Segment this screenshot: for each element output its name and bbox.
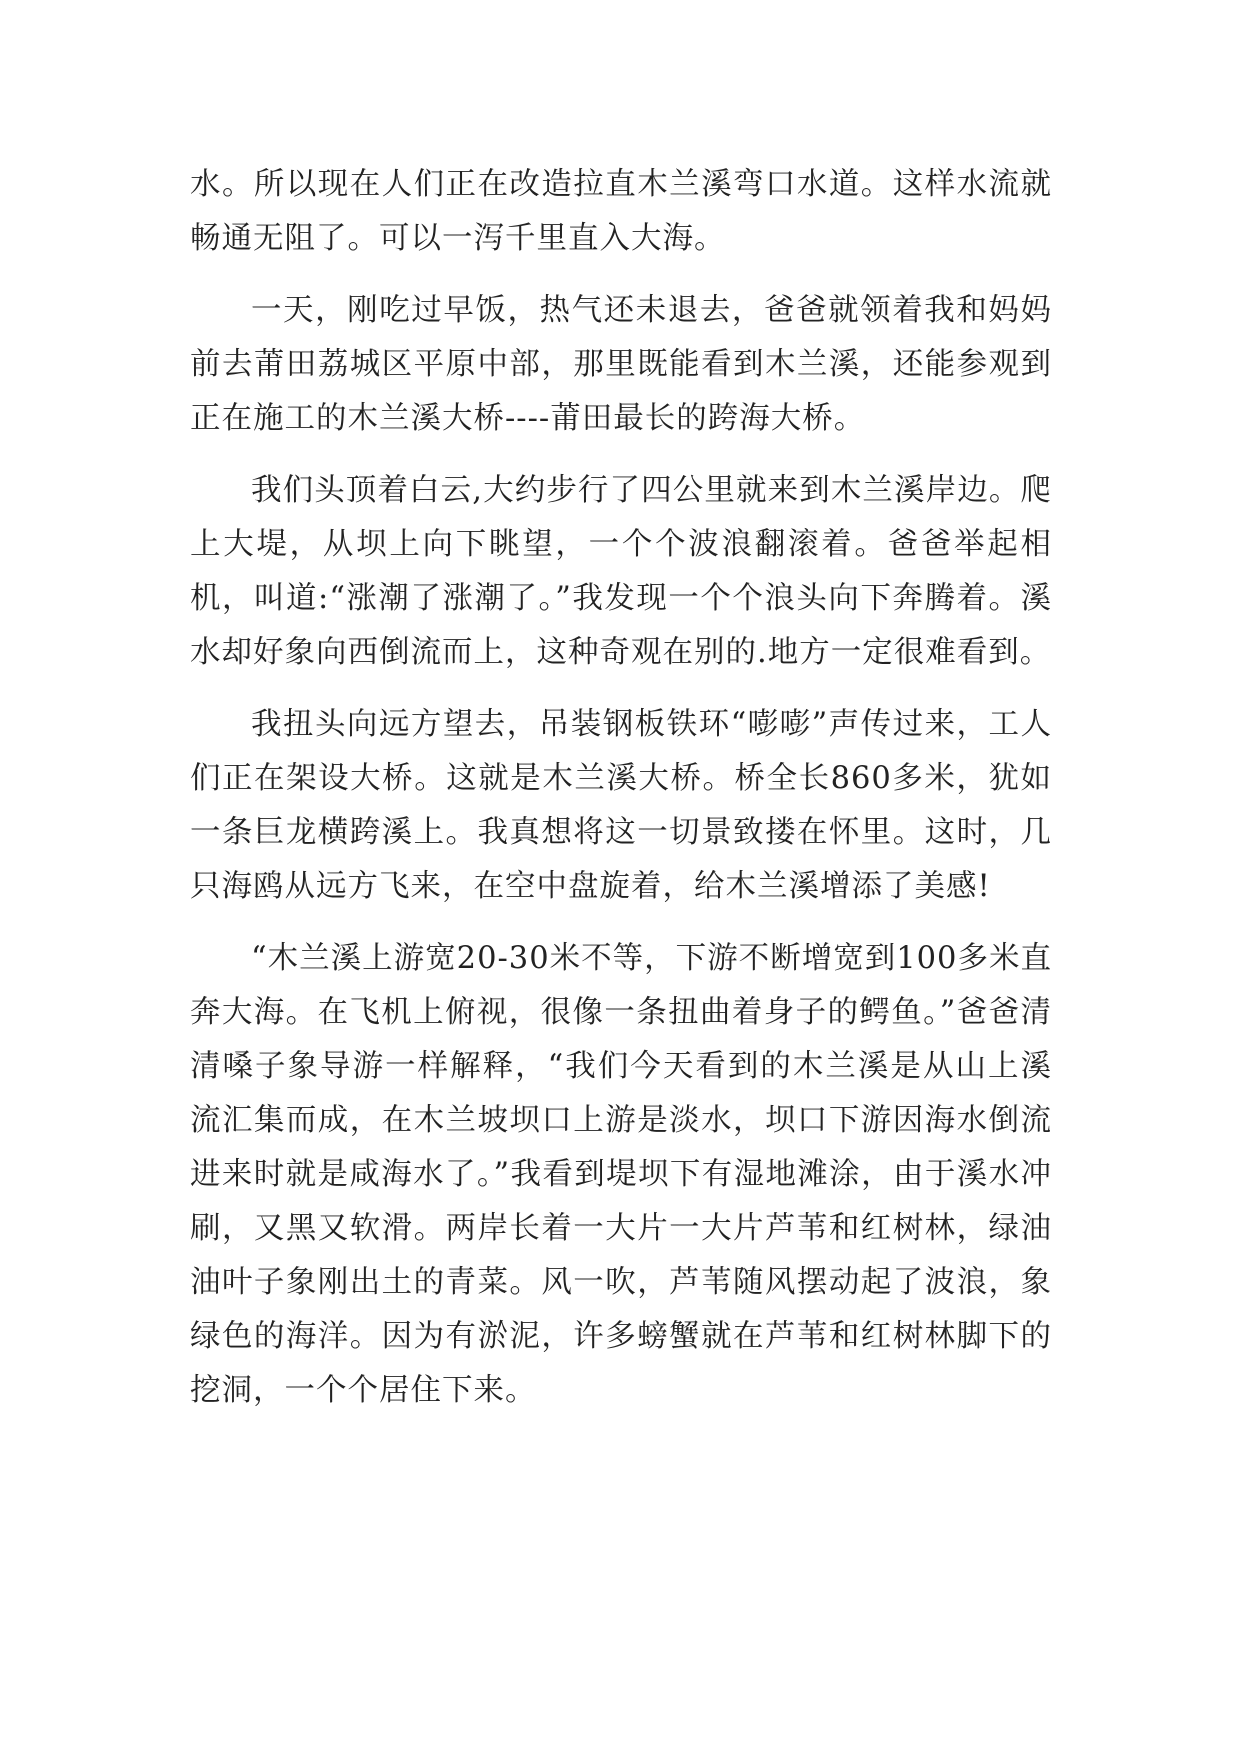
article-body [190, 158, 1052, 1436]
paragraph-1: 水。所以现在人们正在改造拉直木兰溪弯口水道。这样水流就畅通无阻了。可以一泻千里直入大海。 [190, 167, 1052, 256]
paragraph-3: 我们头顶着白云,大约步行了四公里就来到木兰溪岸边。爬上大堤，从坝上向下眺望，一个个波浪翻滚着。爸爸举起相机，叫道:“涨潮了涨潮了。”我发现一个个浪头向下奔腾着。溪水却好象向西倒流而上，这种奇观在别的.地方一定很难看到。 [190, 473, 1052, 670]
paragraph-5: “木兰溪上游宽20-30米不等，下游不断增宽到100多米直奔大海。在飞机上俯视，很像一条扭曲着身子的鳄鱼。”爸爸清清嗓子象导游一样解释，“我们今天看到的木兰溪是从山上溪流汇集而成，在木兰坡坝口上游是淡水，坝口下游因海水倒流进来时就是咸海水了。”我看到堤坝下有湿地滩涂，由于溪水冲刷，又黑又软滑。两岸长着一大片一大片芦苇和红树林，绿油油叶子象刚出土的青菜。风一吹，芦苇随风摆动起了波浪，象绿色的海洋。因为有淤泥，许多螃蟹就在芦苇和红树林脚下的挖洞，一个个居住下来。 [190, 941, 1052, 1408]
paragraph-2: 一天，刚吃过早饭，热气还未退去，爸爸就领着我和妈妈前去莆田荔城区平原中部，那里既能看到木兰溪，还能参观到正在施工的木兰溪大桥----莆田最长的跨海大桥。 [190, 293, 1052, 436]
paragraph-4: 我扭头向远方望去，吊装钢板铁环“嘭嘭”声传过来，工人们正在架设大桥。这就是木兰溪大桥。桥全长860多米，犹如一条巨龙横跨溪上。我真想将这一切景致搂在怀里。这时，几只海鸥从远方飞来，在空中盘旋着，给木兰溪增添了美感! [190, 707, 1052, 904]
